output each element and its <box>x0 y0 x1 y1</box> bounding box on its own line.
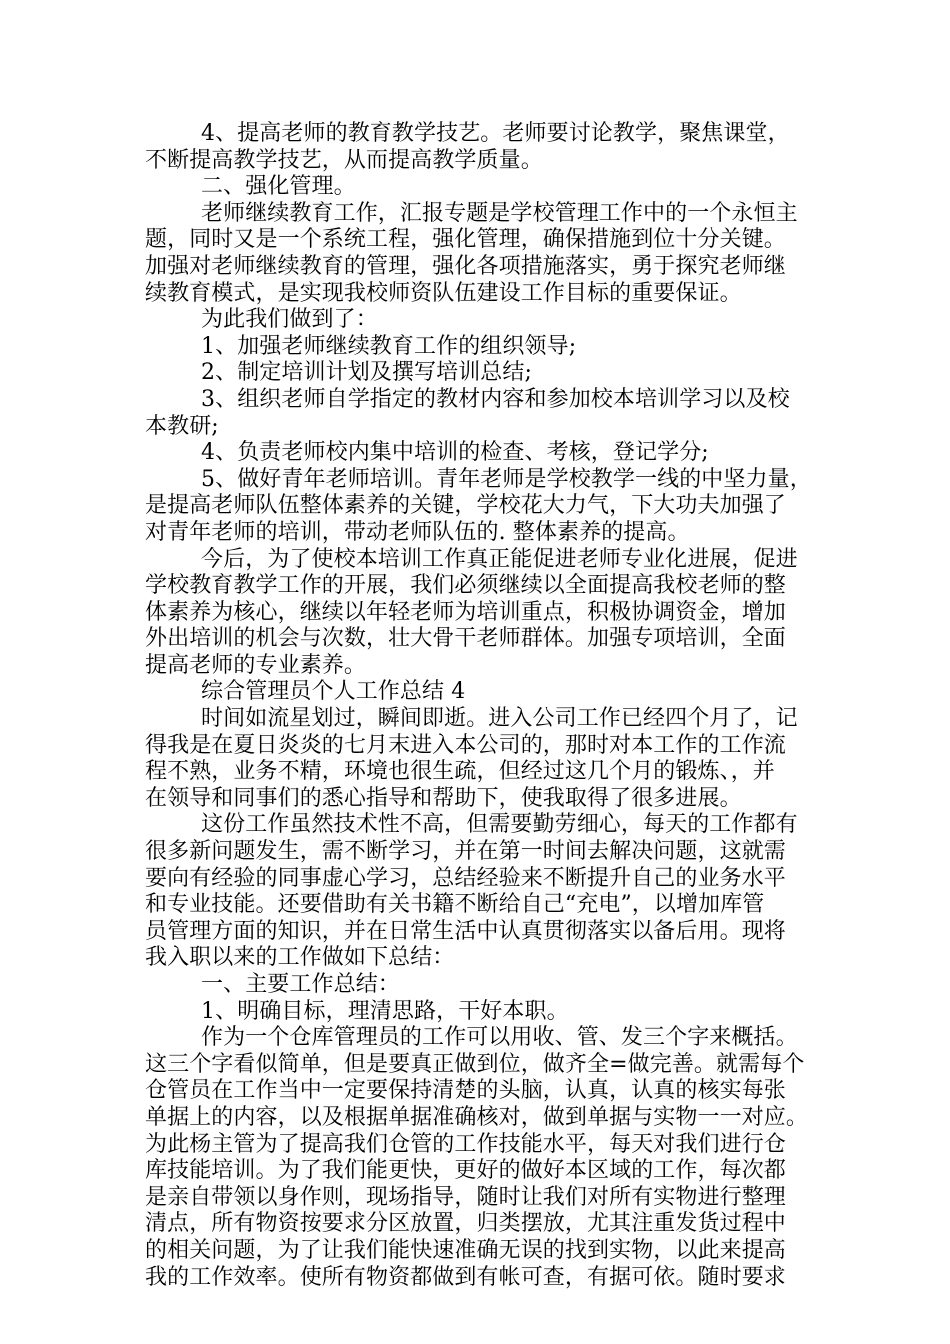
text-line: 这份工作虽然技术性不高，但需要勤劳细心，每天的工作都有 <box>201 812 798 838</box>
text-line: 外出培训的机会与次数，壮大骨干老师群体。加强专项培训，全面 <box>145 626 786 652</box>
text-line: 这三个字看似简单，但是要真正做到位，做齐全=做完善。就需每个 <box>145 1051 805 1077</box>
text-line: 库技能培训。为了我们能更快，更好的做好本区域的工作，每次都 <box>145 1158 786 1184</box>
text-line: 是提高老师队伍整体素养的关键，学校花大力气，下大功夫加强了 <box>145 493 786 519</box>
text-line: 4、提高老师的教育教学技艺。老师要讨论教学，聚焦课堂， <box>201 121 790 146</box>
text-line: 4、负责老师校内集中培训的检查、考核，登记学分; <box>201 440 709 466</box>
text-line: 5、做好青年老师培训。青年老师是学校教学一线的中坚力量， <box>201 466 812 492</box>
text-line: 为此杨主管为了提高我们仓管的工作技能水平，每天对我们进行仓 <box>145 1131 786 1157</box>
text-line: 今后，为了使校本培训工作真正能促进老师专业化进展，促进 <box>201 546 798 572</box>
text-line: 是亲自带领以身作则，现场指导，随时让我们对所有实物进行整理 <box>145 1184 786 1210</box>
text-line: 仓管员在工作当中一定要保持清楚的头脑，认真，认真的核实每张 <box>145 1078 786 1104</box>
text-line: 我入职以来的工作做如下总结： <box>145 945 455 971</box>
text-line: 得我是在夏日炎炎的七月末进入本公司的，那时对本工作的工作流 <box>145 732 786 758</box>
text-line: 为此我们做到了： <box>201 307 378 333</box>
text-line: 员管理方面的知识，并在日常生活中认真贯彻落实以备后用。现将 <box>145 918 786 944</box>
text-line: 老师继续教育工作，汇报专题是学校管理工作中的一个永恒主 <box>201 200 798 226</box>
text-line: 体素养为核心，继续以年轻老师为培训重点，积极协调资金，增加 <box>145 599 786 625</box>
text-line: 程不熟，业务不精，环境也很生疏，但经过这几个月的锻炼、，并 <box>145 759 775 785</box>
text-line: 学校教育教学工作的开展，我们必须继续以全面提高我校老师的整 <box>145 573 786 599</box>
text-line: 加强对老师继续教育的管理，强化各项措施落实，勇于探究老师继 <box>145 253 786 279</box>
text-line: 二、强化管理。 <box>201 174 356 200</box>
text-line: 在领导和同事们的悉心指导和帮助下，使我取得了很多进展。 <box>145 785 742 811</box>
text-line: 综合管理员个人工作总结 4 <box>201 679 466 705</box>
text-line: 作为一个仓库管理员的工作可以用收、管、发三个字来概括。 <box>201 1025 798 1051</box>
text-line: 很多新问题发生，需不断学习，并在第一时间去解决问题，这就需 <box>145 839 786 865</box>
text-line: 的相关问题，为了让我们能快速准确无误的找到实物，以此来提高 <box>145 1237 786 1263</box>
text-line: 和专业技能。还要借助有关书籍不断给自己“充电”，以增加库管 <box>145 892 765 918</box>
text-line: 1、加强老师继续教育工作的组织领导; <box>201 333 577 359</box>
text-line: 清点，所有物资按要求分区放置，归类摆放，尤其注重发货过程中 <box>145 1211 786 1237</box>
text-line: 单据上的内容，以及根据单据准确核对，做到单据与实物一一对应。 <box>145 1104 809 1130</box>
text-line: 要向有经验的同事虚心学习，总结经验来不断提升自己的业务水平 <box>145 865 786 891</box>
text-line: 3、组织老师自学指定的教材内容和参加校本培训学习以及校 <box>201 386 790 412</box>
text-line: 2、制定培训计划及撰写培训总结; <box>201 360 533 386</box>
text-line: 对青年老师的培训，带动老师队伍的. 整体素养的提高。 <box>145 519 690 545</box>
text-line: 一、主要工作总结： <box>201 972 400 997</box>
text-line: 1、明确目标，理清思路，干好本职。 <box>201 998 569 1024</box>
text-line: 题，同时又是一个系统工程，强化管理，确保措施到位十分关键。 <box>145 227 786 253</box>
document-body <box>145 121 829 1291</box>
text-line: 续教育模式，是实现我校师资队伍建设工作目标的重要保证。 <box>145 280 742 306</box>
text-line: 本教研; <box>145 413 219 439</box>
text-line: 不断提高教学技艺，从而提高教学质量。 <box>145 147 543 173</box>
text-line: 提高老师的专业素养。 <box>145 652 367 678</box>
text-line: 时间如流星划过，瞬间即逝。进入公司工作已经四个月了，记 <box>201 706 798 732</box>
text-line: 我的工作效率。使所有物资都做到有帐可查，有据可依。随时要求 <box>145 1264 786 1290</box>
